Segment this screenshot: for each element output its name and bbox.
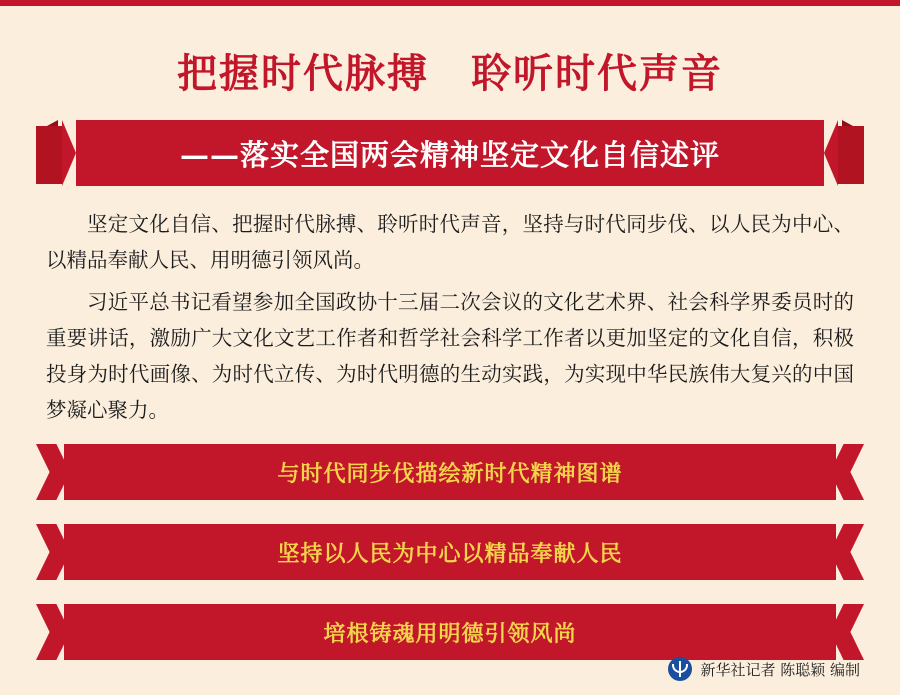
ribbon-notch-right-icon — [824, 120, 838, 186]
poster-inner — [0, 6, 900, 695]
paragraph-2: 习近平总书记看望参加全国政协十三届二次会议的文化艺术界、社会科学界委员时的重要讲话，激励广大文化文艺工作者和哲学社会科学工作者以更加坚定的文化自信，积极投身为时代画像、为时代立传、为时代明德的生动实践，为实现中华民族伟大复兴的中国梦凝心聚力。 — [46, 290, 854, 422]
ribbon-notch-left-icon — [62, 120, 76, 186]
section-heading-label-2: 坚持以人民为中心以精品奉献人民 — [277, 540, 623, 567]
ribbon-main-band — [62, 120, 838, 186]
section-heading-3 — [0, 604, 900, 660]
ribbon-banner — [0, 110, 900, 194]
section-heading-1 — [0, 444, 900, 500]
section-heading-label-3: 培根铸魂用明德引领风尚 — [323, 620, 577, 647]
section-heading-label-1: 与时代同步伐描绘新时代精神图谱 — [277, 460, 623, 487]
section-heading-2 — [0, 524, 900, 580]
credit-text: 新华社记者 陈聪颖 编制 — [700, 660, 860, 679]
footer-credit — [668, 657, 860, 681]
section-heading-list — [0, 444, 900, 684]
section-heading-band-2 — [64, 524, 836, 580]
page-title: 把握时代脉搏 聆听时代声音 — [177, 50, 723, 97]
xinhua-logo-icon — [668, 657, 692, 681]
article-body — [46, 206, 854, 434]
section-heading-band-3 — [64, 604, 836, 660]
ribbon-subtitle: ——落实全国两会精神坚定文化自信述评 — [179, 137, 720, 172]
paragraph-1: 坚定文化自信、把握时代脉搏、聆听时代声音，坚持与时代同步伐、以人民为中心、以精品奉献人民、用明德引领风尚。 — [46, 212, 854, 272]
section-heading-band-1 — [64, 444, 836, 500]
